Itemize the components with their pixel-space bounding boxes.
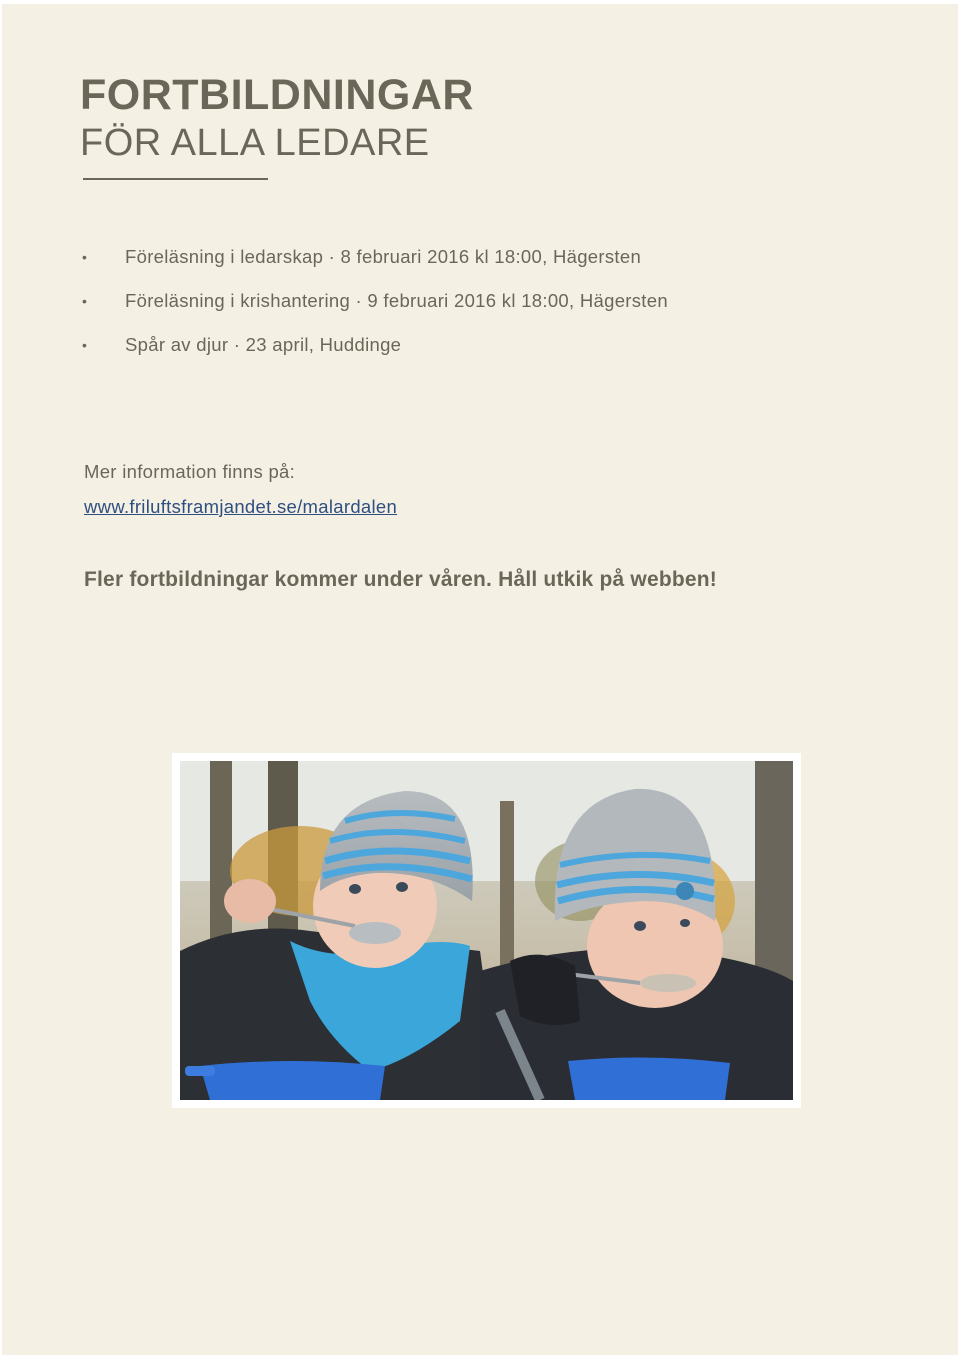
children-eating-photo (180, 761, 793, 1100)
photo-frame (172, 753, 801, 1108)
event-text: Föreläsning i krishantering · 9 februari 2016 kl 18:00, Hägersten (125, 290, 668, 311)
event-text: Föreläsning i ledarskap · 8 februari 2016 kl 18:00, Hägersten (125, 246, 642, 267)
title-divider (83, 178, 268, 180)
more-info-label: Mer information finns på: (84, 461, 296, 482)
page-subtitle: FÖR ALLA LEDARE (80, 122, 430, 164)
photo-illustration (180, 761, 793, 1100)
page (2, 4, 958, 1355)
page-title: FORTBILDNINGAR (80, 71, 474, 119)
bullet-icon: • (82, 337, 88, 353)
website-link[interactable]: www.friluftsframjandet.se/malardalen (84, 496, 398, 517)
bullet-icon: • (82, 249, 88, 265)
bullet-icon: • (82, 293, 88, 309)
closing-statement: Fler fortbildningar kommer under våren. Håll utkik på webben! (84, 568, 717, 591)
event-text: Spår av djur · 23 april, Huddinge (125, 334, 402, 355)
